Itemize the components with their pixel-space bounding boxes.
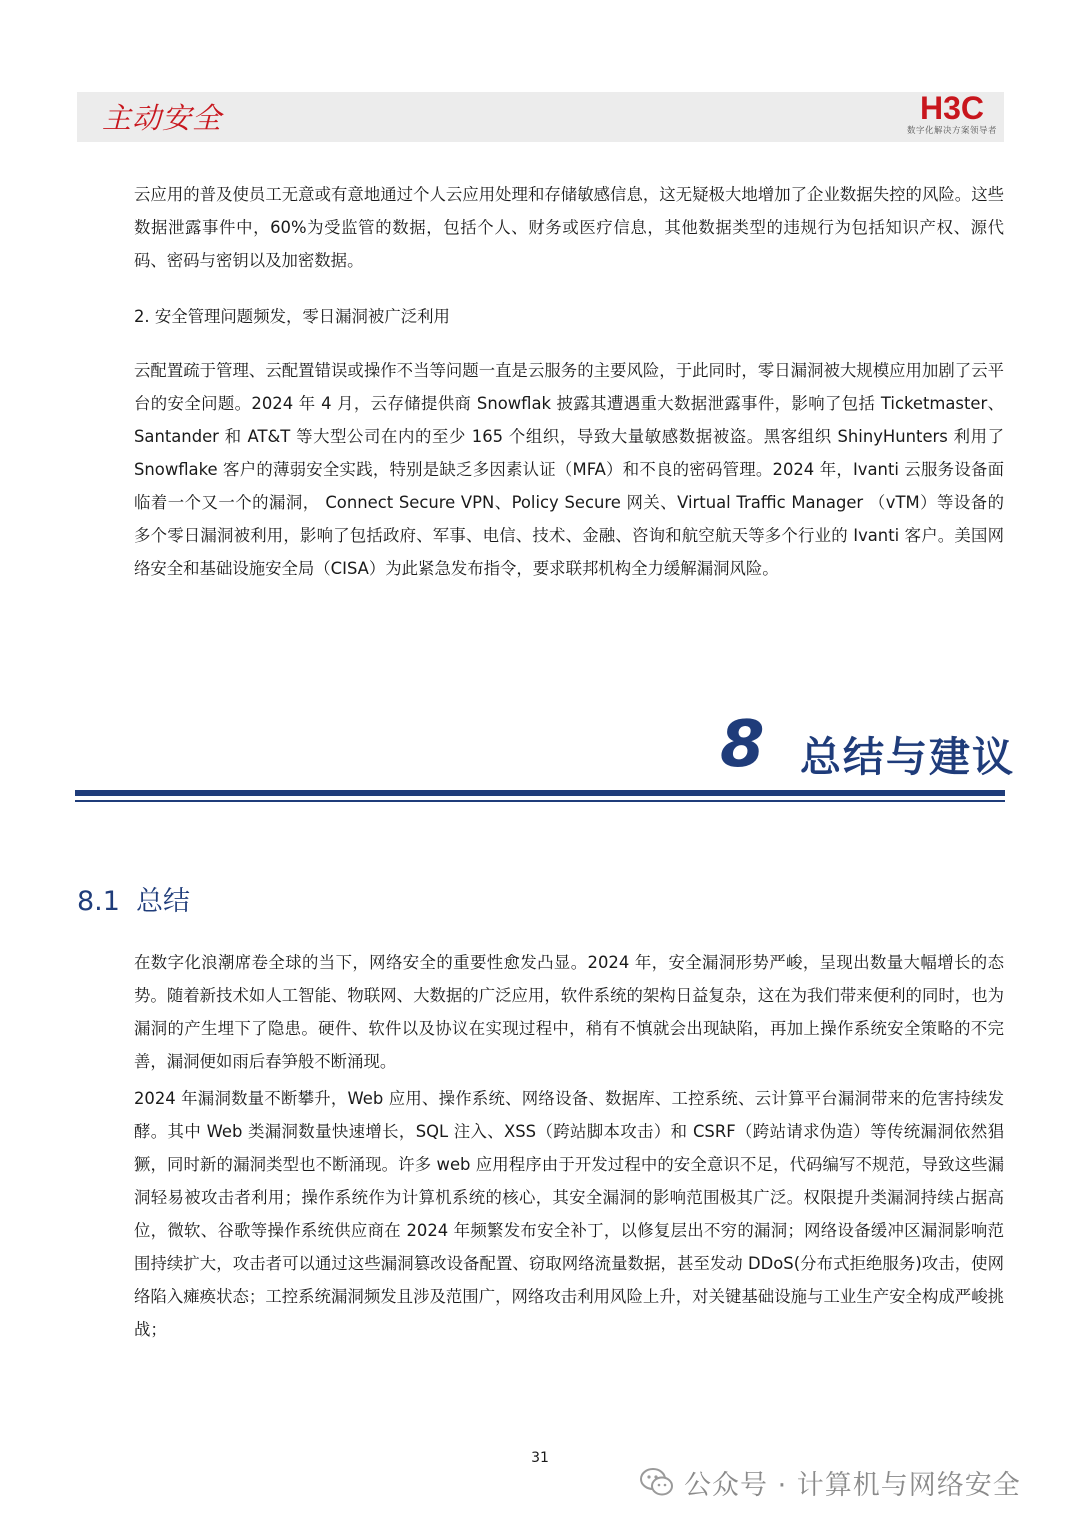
wechat-icon (640, 1467, 674, 1497)
section-number: 8.1 (77, 886, 120, 917)
subheading-security-management: 2. 安全管理问题频发，零日漏洞被广泛利用 (134, 307, 450, 326)
paragraph-cloud-risk: 云应用的普及使员工无意或有意地通过个人云应用处理和存储敏感信息，这无疑极大地增加了企业数据失控的风险。这些数据泄露事件中，60%为受监管的数据，包括个人、财务或医疗信息，其他数据类型的违规行为包括知识产权、源代码、密码与密钥以及加密数据。 (134, 185, 1004, 270)
section-heading (77, 880, 190, 924)
watermark-text: 公众号 · 计算机与网络安全 (684, 1469, 1021, 1501)
paragraph-summary-intro: 在数字化浪潮席卷全球的当下，网络安全的重要性愈发凸显。2024 年，安全漏洞形势严峻，呈现出数量大幅增长的态势。随着新技术如人工智能、物联网、大数据的广泛应用，软件系统的架构日益复杂，这在为我们带来便利的同时，也为漏洞的产生埋下了隐患。硬件、软件以及协议在实现过程中，稍有不慎就会出现缺陷，再加上操作系统安全策略的不完善，漏洞便如雨后春笋般不断涌现。 (134, 953, 1004, 1071)
chapter-rule-thick (75, 790, 1005, 796)
section-title: 总结 (135, 886, 190, 917)
chapter-title: 总结与建议 (800, 733, 1015, 781)
paragraph-summary-detail: 2024 年漏洞数量不断攀升，Web 应用、操作系统、网络设备、数据库、工控系统、云计算平台漏洞带来的危害持续发酵。其中 Web 类漏洞数量快速增长，SQL 注入、XSS（跨站脚本攻击）和 CSRF（跨站请求伪造）等传统漏洞依然猖獗，同时新的漏洞类型也不断涌现。许多 web 应用程序由于开发过程中的安全意识不足，代码编写不规范，导致这些漏洞轻易被攻击者利用；操作系统作为计算机系统的核心，其安全漏洞的影响范围极其广泛。权限提升类漏洞持续占据高位，微软、谷歌等操作系统供应商在 2024 年频繁发布安全补丁，以修复层出不穷的漏洞；网络设备缓冲区漏洞影响范围持续扩大，攻击者可以通过这些漏洞篡改设备配置、窃取网络流量数据，甚至发动 DDoS(分布式拒绝服务)攻击，使网络陷入瘫痪状态；工控系统漏洞频发且涉及范围广，网络攻击利用风险上升，对关键基础设施与工业生产安全构成严峻挑战； (134, 1089, 1004, 1339)
watermark (640, 1460, 1021, 1504)
chapter-rule-thin (75, 800, 1005, 802)
h3c-logo-icon (900, 92, 1004, 124)
chapter-number: 8 (720, 708, 765, 782)
logo-text: H3C (919, 92, 985, 124)
page-number: 31 (531, 1450, 549, 1466)
header-title: 主动安全 (102, 101, 223, 135)
h3c-logo (900, 92, 1004, 142)
paragraph-zero-day: 云配置疏于管理、云配置错误或操作不当等问题一直是云服务的主要风险，于此同时，零日漏洞被大规模应用加剧了云平台的安全问题。2024 年 4 月，云存储提供商 Snowflak 披露其遭遇重大数据泄露事件，影响了包括 Ticketmaster、Santander 和 AT&T 等大型公司在内的至少 165 个组织，导致大量敏感数据被盗。黑客组织 ShinyHunters 利用了 Snowflake 客户的薄弱安全实践，特别是缺乏多因素认证（MFA）和不良的密码管理。2024 年，Ivanti 云服务设备面临着一个又一个的漏洞， Connect Secure VPN、Policy Secure 网关、Virtual Traffic Manager （vTM）等设备的多个零日漏洞被利用，影响了包括政府、军事、电信、技术、金融、咨询和航空航天等多个行业的 Ivanti 客户。美国网络安全和基础设施安全局（CISA）为此紧急发布指令，要求联邦机构全力缓解漏洞风险。 (134, 361, 1004, 578)
logo-tagline: 数字化解决方案领导者 (906, 126, 997, 136)
